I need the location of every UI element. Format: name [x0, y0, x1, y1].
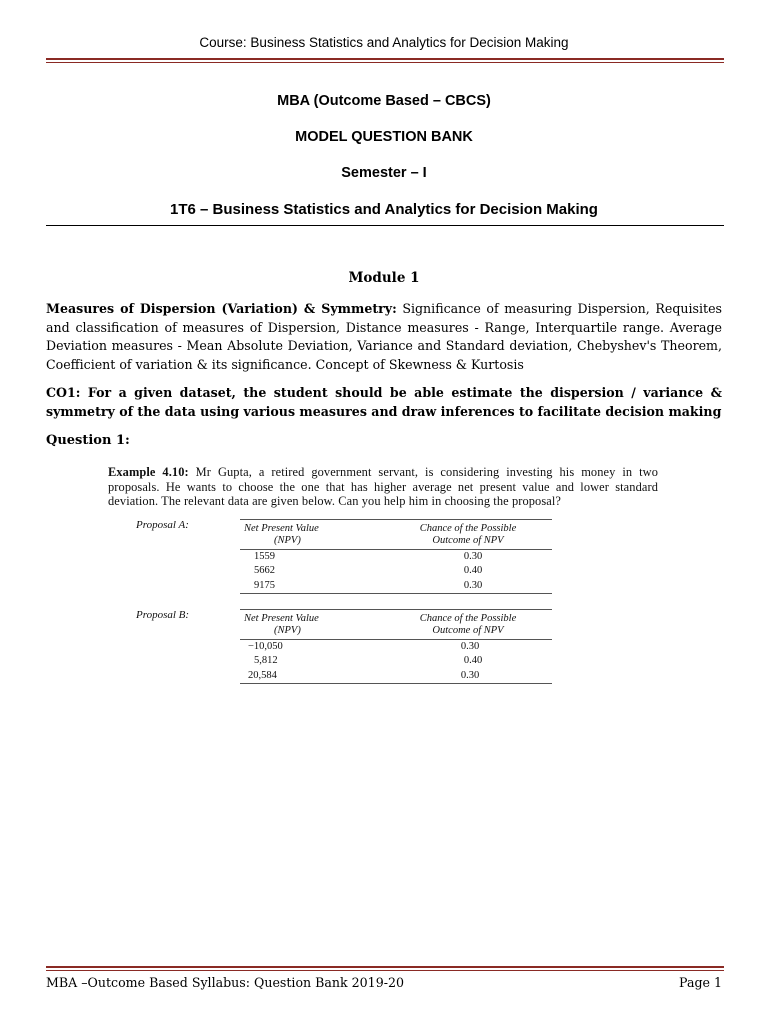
footer-rule — [46, 966, 724, 971]
table-row: 9175 0.30 — [254, 579, 483, 591]
header-rule — [46, 58, 724, 63]
document-title: MODEL QUESTION BANK — [295, 129, 473, 145]
title-rule — [46, 225, 724, 226]
chance-header: Chance of the Possible Outcome of NPV — [419, 612, 517, 636]
table-rule — [240, 593, 552, 594]
example-statement — [108, 465, 658, 509]
proposal-b — [108, 609, 658, 689]
example-label: Example 4.10: — [108, 465, 189, 479]
semester-title: Semester – I — [341, 165, 427, 181]
npv-header: Net Present Value (NPV) — [244, 612, 319, 636]
table-row: 5662 0.40 — [254, 565, 483, 576]
table-header — [240, 520, 552, 549]
topic-text: Significance of measuring Dispersion, Requisites and classification of measures of Dispersion, Distance measures - Range, Interquartile range. Average Deviation measures - Mean Absolute Deviation, Variance and Standard deviation, Chebyshev's Theorem, Coefficient of variation & its significance. Concept of Skewness & Kurtosis — [46, 301, 722, 372]
table-row: −10,050 0.30 — [248, 640, 480, 652]
module-heading: Module 1 — [348, 270, 420, 286]
footer-text: MBA –Outcome Based Syllabus: Question Bank 2019-20 — [46, 975, 404, 990]
table-row: 5,812 0.40 — [254, 655, 483, 666]
table-row: 20,584 0.30 — [248, 669, 480, 681]
program-title: MBA (Outcome Based – CBCS) — [277, 93, 491, 109]
course-outcome: CO1: For a given dataset, the student should be able estimate the dispersion / variance & symmetry of the data using various measures and draw inferences to facilitate decision making — [46, 385, 722, 419]
proposal-label: Proposal B: — [136, 608, 190, 621]
chance-header: Chance of the Possible Outcome of NPV — [419, 522, 517, 546]
npv-header: Net Present Value (NPV) — [244, 522, 319, 546]
question-label: Question 1: — [46, 433, 130, 448]
table-header — [240, 610, 552, 639]
table-row: 1559 0.30 — [254, 550, 483, 562]
course-title: 1T6 – Business Statistics and Analytics for Decision Making — [170, 201, 598, 218]
running-header: Course: Business Statistics and Analytics for Decision Making — [199, 35, 569, 50]
module-topics — [46, 300, 722, 374]
page-number: Page 1 — [679, 975, 722, 990]
example-body: Mr Gupta, a retired government servant, is considering investing his money in two proposals. He wants to choose the one that has higher average net present value and lower standard deviation. The relevant data are given below. Can you help him in choosing the proposal? — [108, 465, 658, 508]
proposal-table — [240, 519, 552, 595]
proposal-a — [108, 519, 658, 599]
topic-label: Measures of Dispersion (Variation) & Symmetry: — [46, 301, 397, 316]
example-image — [108, 465, 658, 689]
proposal-table — [240, 609, 552, 685]
table-rule — [240, 683, 552, 684]
proposal-label: Proposal A: — [136, 518, 189, 531]
